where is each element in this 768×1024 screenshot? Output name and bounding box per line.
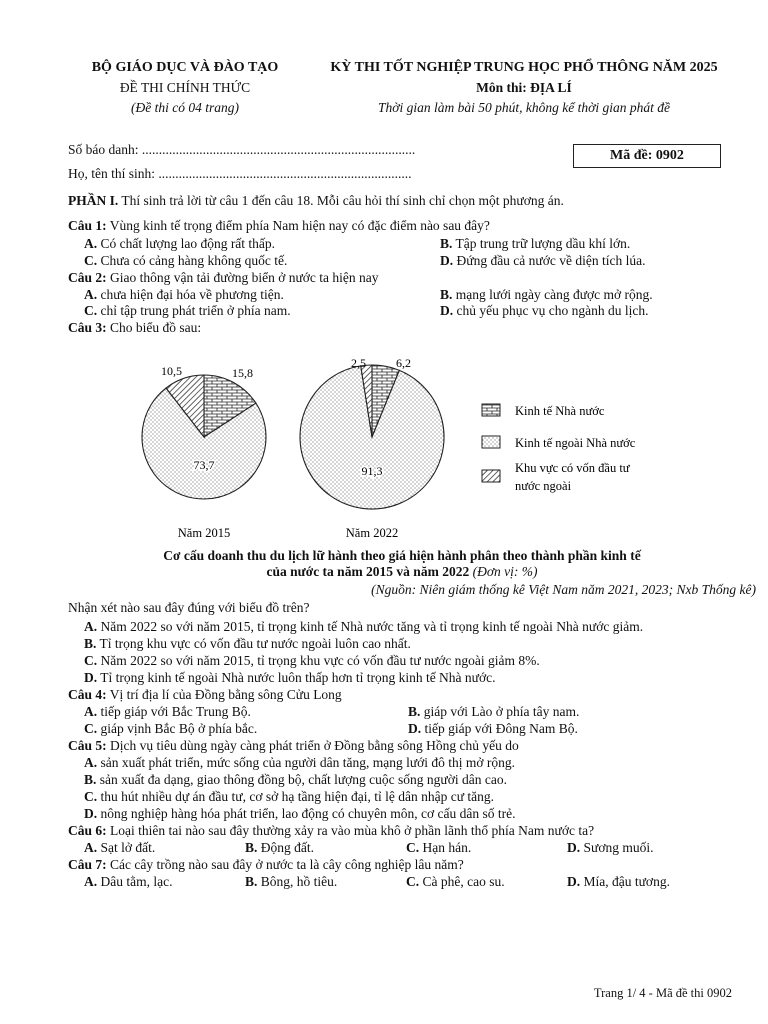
chart-title-line2-text: của nước ta năm 2015 và năm 2022 — [266, 564, 470, 579]
option-text: Sạt lở đất. — [100, 840, 156, 855]
question-number: Câu 3: — [68, 320, 107, 335]
question-text: Vùng kinh tế trọng điểm phía Nam hiện nay có đặc điểm nào sau đây? — [106, 218, 490, 233]
option-text: Đứng đầu cả nước về diện tích lúa. — [456, 253, 646, 268]
option-text: Cà phê, cao su. — [422, 874, 505, 889]
option-letter: B. — [245, 874, 258, 889]
question-7 — [68, 857, 464, 873]
question-number: Câu 4: — [68, 687, 107, 702]
option-letter: D. — [440, 253, 454, 268]
question-text: Loại thiên tai nào sau đây thường xảy ra vào mùa khô ở phần lãnh thổ phía Nam nước ta? — [106, 823, 595, 838]
option-text: giáp với Lào ở phía tây nam. — [423, 704, 580, 719]
pie-data-label: 6,2 — [396, 356, 411, 370]
option-text: giáp vịnh Bắc Bộ ở phía bắc. — [100, 721, 258, 736]
option-text: Tỉ trọng khu vực có vốn đầu tư nước ngoài luôn cao nhất. — [99, 636, 411, 651]
option-letter: A. — [84, 236, 98, 251]
option-text: Sương muối. — [583, 840, 654, 855]
q2-option-b — [440, 287, 653, 303]
pie-data-label: 91,3 — [361, 464, 383, 478]
q4-option-a — [84, 704, 251, 720]
chart-source: (Nguồn: Niên giám thống kê Việt Nam năm 2021, 2023; Nxb Thống kê) — [371, 582, 756, 597]
option-text: Bông, hồ tiêu. — [260, 874, 338, 889]
q1-option-c — [84, 253, 287, 269]
question-3 — [68, 320, 201, 336]
option-letter: D. — [567, 874, 581, 889]
legend-label: Khu vực có vốn đầu tư — [515, 461, 630, 475]
option-text: Có chất lượng lao động rất thấp. — [100, 236, 276, 251]
page-footer: Trang 1/ 4 - Mã đề thi 0902 — [593, 986, 732, 1000]
option-text: chưa hiện đại hóa về phương tiện. — [100, 287, 284, 302]
option-letter: A. — [84, 840, 98, 855]
q2-option-d — [440, 303, 648, 319]
candidate-name-label: Họ, tên thí sinh: ........................................................................... — [68, 166, 412, 181]
exam-title: KỲ THI TỐT NGHIỆP TRUNG HỌC PHỔ THÔNG NĂM 2025 — [330, 60, 718, 75]
q1-option-b — [440, 236, 630, 252]
option-letter: C. — [84, 253, 98, 268]
pie-data-label: 15,8 — [232, 366, 253, 380]
option-text: sản xuất phát triển, mức sống của người dân tăng, mạng lưới đô thị mở rộng. — [100, 755, 516, 770]
option-text: Động đất. — [260, 840, 315, 855]
q4-option-c — [84, 721, 257, 737]
option-text: thu hút nhiều dự án đầu tư, cơ sở hạ tầng hiện đại, tỉ lệ dân nhập cư tăng. — [100, 789, 495, 804]
q5-option-c — [84, 789, 494, 805]
option-letter: C. — [406, 840, 420, 855]
question-6 — [68, 823, 594, 839]
q4-option-d — [408, 721, 578, 737]
question-text: Các cây trồng nào sau đây ở nước ta là cây công nghiệp lâu năm? — [106, 857, 464, 872]
q3-option-d — [84, 670, 496, 686]
pie-chart — [120, 345, 680, 545]
question-text: Vị trí địa lí của Đồng bằng sông Cửu Long — [106, 687, 342, 702]
q1-option-a — [84, 236, 275, 252]
option-letter: C. — [84, 653, 98, 668]
option-letter: C. — [84, 789, 98, 804]
legend-swatch-state — [482, 404, 500, 416]
chart-unit: (Đơn vị: %) — [472, 564, 538, 579]
pie-year-label: Năm 2015 — [177, 526, 231, 540]
question-2 — [68, 270, 379, 286]
option-text: Mía, đậu tương. — [583, 874, 670, 889]
option-letter: D. — [84, 670, 98, 685]
question-number: Câu 2: — [68, 270, 107, 285]
candidate-number-label: Số báo danh: ................................................................................. — [68, 142, 416, 157]
pages-note: (Đề thi có 04 trang) — [131, 100, 239, 115]
option-letter: C. — [84, 303, 98, 318]
legend-label: Kinh tế Nhà nước — [515, 404, 605, 418]
part1-instruction — [68, 193, 564, 209]
option-letter: D. — [408, 721, 422, 736]
q5-option-a — [84, 755, 515, 771]
legend-label: Kinh tế ngoài Nhà nước — [515, 436, 636, 450]
option-text: Hạn hán. — [422, 840, 472, 855]
option-text: Chưa có cảng hàng không quốc tế. — [100, 253, 288, 268]
pie-year-label: Năm 2022 — [345, 526, 399, 540]
option-text: tiếp giáp với Bắc Trung Bộ. — [100, 704, 251, 719]
question-text: Cho biểu đồ sau: — [106, 320, 202, 335]
option-letter: A. — [84, 619, 98, 634]
part1-label: PHẦN I. — [68, 193, 119, 208]
question-1 — [68, 218, 490, 234]
option-letter: C. — [84, 721, 98, 736]
q3-option-c — [84, 653, 540, 669]
question-number: Câu 6: — [68, 823, 107, 838]
option-text: Năm 2022 so với năm 2015, tỉ trọng khu vực có vốn đầu tư nước ngoài giảm 8%. — [100, 653, 540, 668]
legend-swatch-nonstate — [482, 436, 500, 448]
q5-option-b — [84, 772, 507, 788]
chart-title-line1: Cơ cấu doanh thu du lịch lữ hành theo giá hiện hành phân theo thành phần kinh tế — [163, 548, 641, 563]
option-text: sản xuất đa dạng, giao thông đồng bộ, chất lượng cuộc sống người dân cao. — [99, 772, 507, 787]
pie-data-label: 10,5 — [161, 364, 182, 378]
question-number: Câu 1: — [68, 218, 107, 233]
option-letter: D. — [84, 806, 98, 821]
option-text: nông nghiệp hàng hóa phát triển, lao động có chuyên môn, cơ cấu dân số trẻ. — [100, 806, 516, 821]
question-number: Câu 7: — [68, 857, 107, 872]
legend-label: nước ngoài — [515, 479, 572, 493]
official-label: ĐỀ THI CHÍNH THỨC — [119, 80, 251, 95]
option-text: mạng lưới ngày càng được mở rộng. — [455, 287, 653, 302]
q2-option-a — [84, 287, 284, 303]
q3-question: Nhận xét nào sau đây đúng với biểu đồ trên? — [68, 600, 310, 615]
q6-option-d — [567, 840, 653, 856]
option-text: tiếp giáp với Đông Nam Bộ. — [424, 721, 578, 736]
option-letter: B. — [84, 772, 97, 787]
question-4 — [68, 687, 342, 703]
option-letter: B. — [440, 236, 453, 251]
ministry-name: BỘ GIÁO DỤC VÀ ĐÀO TẠO — [91, 60, 279, 75]
pie-data-label: 73,7 — [193, 458, 215, 472]
q7-option-b — [245, 874, 337, 890]
pie-data-label: 2,5 — [351, 356, 366, 370]
q5-option-d — [84, 806, 516, 822]
exam-code: Mã đề: 0902 — [573, 144, 721, 168]
option-letter: A. — [84, 755, 98, 770]
question-text: Dịch vụ tiêu dùng ngày càng phát triển ở Đồng bằng sông Hồng chủ yếu do — [106, 738, 519, 753]
q4-option-b — [408, 704, 579, 720]
option-letter: B. — [84, 636, 97, 651]
q3-option-a — [84, 619, 643, 635]
option-letter: A. — [84, 287, 98, 302]
q6-option-c — [406, 840, 471, 856]
q1-option-d — [440, 253, 645, 269]
q3-option-b — [84, 636, 411, 652]
q2-option-c — [84, 303, 291, 319]
option-letter: A. — [84, 704, 98, 719]
option-letter: B. — [408, 704, 421, 719]
question-5 — [68, 738, 519, 754]
option-text: Tập trung trữ lượng dầu khí lớn. — [455, 236, 631, 251]
option-text: Năm 2022 so với năm 2015, tỉ trọng kinh tế Nhà nước tăng và tỉ trọng kinh tế ngoài Nhà nước giảm. — [100, 619, 644, 634]
q6-option-a — [84, 840, 155, 856]
legend-swatch-fdi — [482, 470, 500, 482]
q7-option-c — [406, 874, 505, 890]
option-text: chủ yếu phục vụ cho ngành du lịch. — [456, 303, 649, 318]
option-letter: D. — [440, 303, 454, 318]
option-letter: A. — [84, 874, 98, 889]
option-text: chỉ tập trung phát triển ở phía nam. — [100, 303, 291, 318]
q7-option-d — [567, 874, 670, 890]
option-letter: C. — [406, 874, 420, 889]
option-text: Tỉ trọng kinh tế ngoài Nhà nước luôn thấp hơn tỉ trọng kinh tế Nhà nước. — [100, 670, 496, 685]
q6-option-b — [245, 840, 314, 856]
part1-text: Thí sinh trả lời từ câu 1 đến câu 18. Mỗi câu hỏi thí sinh chỉ chọn một phương án. — [118, 193, 564, 208]
question-text: Giao thông vận tải đường biển ở nước ta hiện nay — [106, 270, 379, 285]
time-note: Thời gian làm bài 50 phút, không kể thời gian phát đề — [378, 100, 670, 115]
subject: Môn thi: ĐỊA LÍ — [476, 80, 572, 95]
option-letter: B. — [245, 840, 258, 855]
option-text: Dâu tằm, lạc. — [100, 874, 173, 889]
q7-option-a — [84, 874, 172, 890]
option-letter: B. — [440, 287, 453, 302]
chart-title-line2 — [68, 564, 736, 580]
chart-legend — [482, 404, 636, 493]
option-letter: D. — [567, 840, 581, 855]
question-number: Câu 5: — [68, 738, 107, 753]
